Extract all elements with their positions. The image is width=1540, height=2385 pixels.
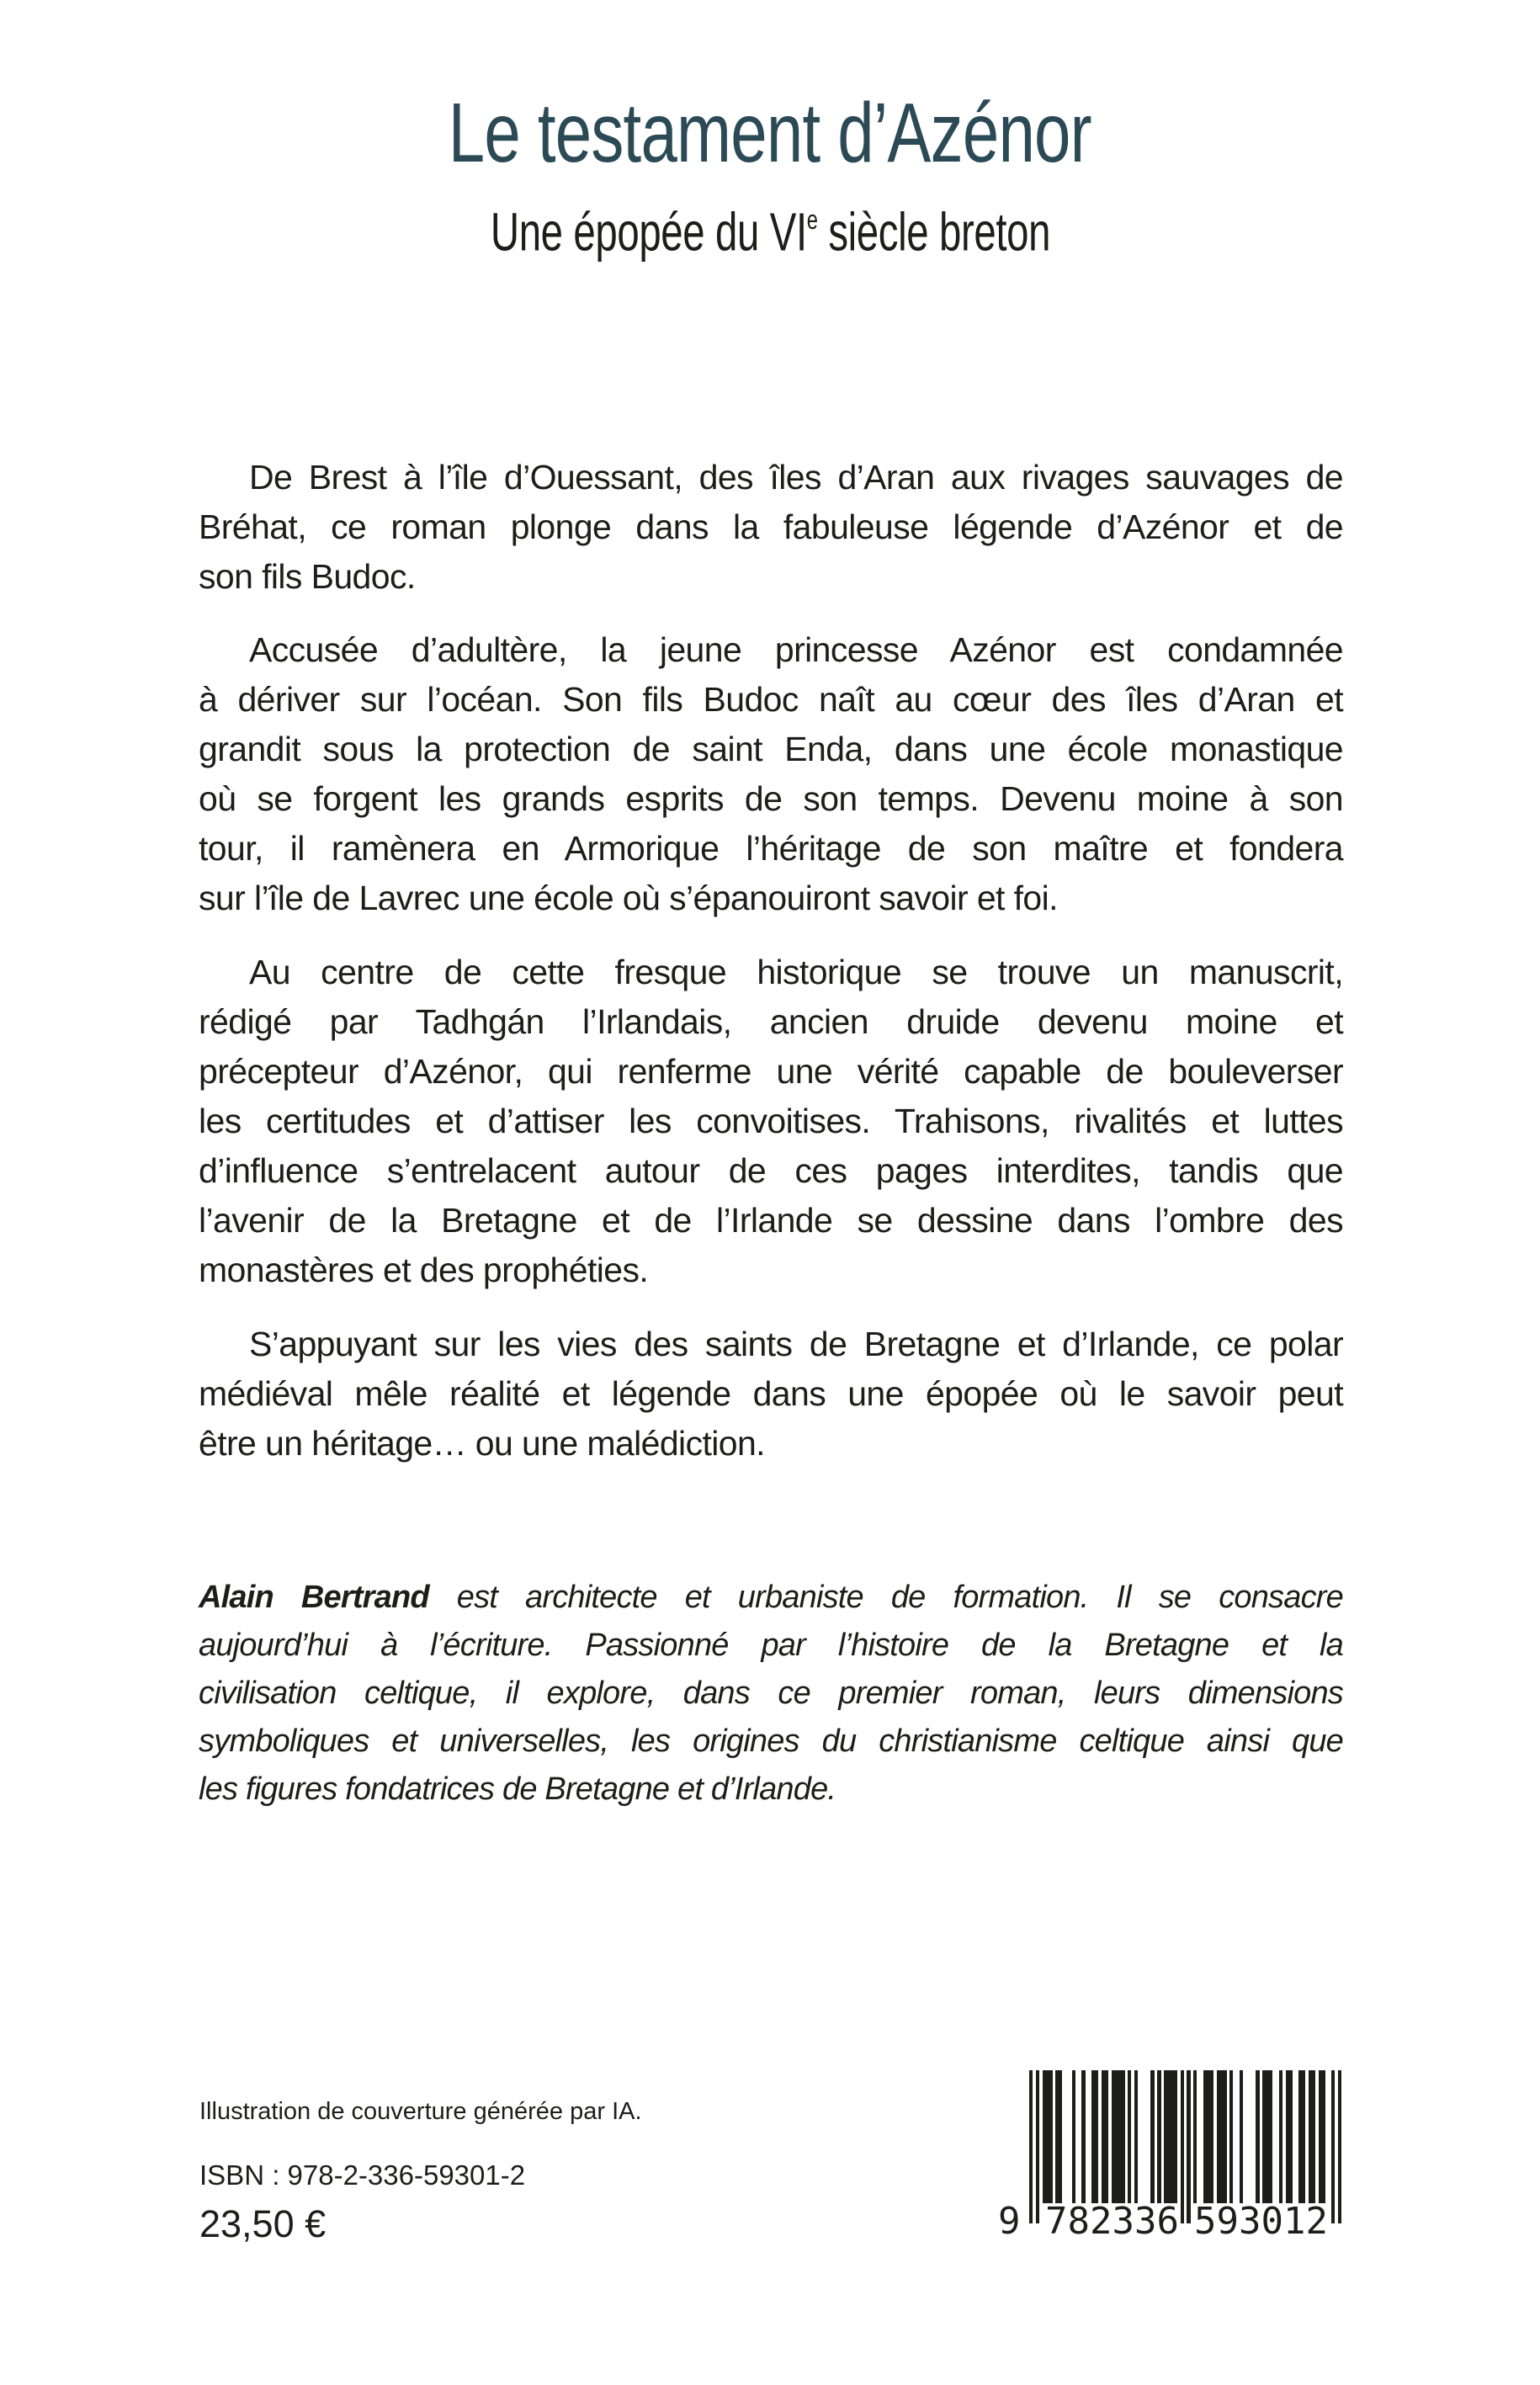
blurb-line: sur l’île de Lavrec une école où s’épanouiront savoir et foi. xyxy=(199,879,1058,917)
blurb-line: Bréhat, ce roman plonge dans la fabuleuse légende d’Azénor et de xyxy=(199,507,1343,546)
isbn-text: ISBN : 978-2-336-59301-2 xyxy=(199,2159,526,2191)
barcode-bar xyxy=(1036,2070,1039,2223)
subtitle-superscript: e xyxy=(806,205,818,235)
barcode-first-digit: 9 xyxy=(998,2200,1021,2243)
barcode-bar xyxy=(1081,2070,1085,2203)
barcode-bar xyxy=(1187,2070,1190,2223)
barcode-bar xyxy=(1157,2070,1160,2203)
barcode-bar xyxy=(1150,2070,1154,2203)
barcode-bar xyxy=(1223,2070,1226,2203)
subtitle-text-before: Une épopée du VI xyxy=(490,201,807,263)
barcode-bar xyxy=(1105,2070,1108,2203)
barcode-right-digits: 593012 xyxy=(1194,2200,1328,2243)
barcode-bar xyxy=(1256,2070,1259,2203)
barcode-bar xyxy=(1193,2070,1197,2203)
barcode-left-digits: 782336 xyxy=(1045,2200,1179,2243)
subtitle-block xyxy=(0,190,1540,262)
blurb-line: être un héritage… ou une malédiction. xyxy=(199,1424,765,1463)
author-name: Alain Bertrand xyxy=(199,1580,429,1615)
blurb-line: monastères et des prophéties. xyxy=(199,1251,649,1289)
subtitle-text-after: siècle breton xyxy=(817,201,1050,263)
blurb-line: d’influence s’entrelacent autour de ces pages interdites, tandis que xyxy=(199,1151,1343,1190)
barcode-bar xyxy=(1095,2070,1098,2203)
blurb-line: rédigé par Tadhgán l’Irlandais, ancien druide devenu moine et xyxy=(199,1002,1343,1041)
barcode-bar xyxy=(1059,2070,1062,2203)
bio-line: symboliques et universelles, les origines du christianisme celtique ainsi que xyxy=(199,1724,1343,1759)
price-text: 23,50 € xyxy=(199,2202,327,2245)
isbn-barcode xyxy=(998,2066,1351,2243)
blurb-paragraph-1 xyxy=(199,453,1343,602)
barcode-bar xyxy=(1128,2070,1131,2203)
barcode-bar xyxy=(1174,2070,1177,2203)
barcode-bar xyxy=(1134,2070,1138,2203)
blurb-line: Accusée d’adultère, la jeune princesse Azénor est condamnée xyxy=(249,630,1343,669)
blurb-line: médiéval mêle réalité et légende dans une épopée où le savoir peut xyxy=(199,1374,1343,1413)
blurb-paragraph-4 xyxy=(199,1320,1343,1469)
author-bio xyxy=(199,1574,1343,1814)
bio-line: civilisation celtique, il explore, dans ce premier roman, leurs dimensions xyxy=(199,1676,1343,1711)
title-block xyxy=(0,86,1540,180)
barcode-bar xyxy=(1302,2070,1305,2203)
book-title: Le testament d’Azénor xyxy=(448,86,1092,180)
blurb-line: l’avenir de la Bretagne et de l’Irlande se dessine dans l’ombre des xyxy=(199,1201,1343,1240)
blurb-line: Au centre de cette fresque historique se trouve un manuscrit, xyxy=(249,953,1343,991)
blurb-paragraph-3 xyxy=(199,948,1343,1295)
bio-line: aujourd’hui à l’écriture. Passionné par l’histoire de la Bretagne et la xyxy=(199,1628,1343,1663)
barcode-bar xyxy=(1029,2070,1033,2223)
barcode-bar xyxy=(1289,2070,1293,2203)
barcode-bar xyxy=(1331,2070,1335,2223)
blurb-line: où se forgent les grands esprits de son temps. Devenu moine à son xyxy=(199,779,1343,818)
bio-first-line-text: est architecte et urbaniste de formation. Il se consacre xyxy=(428,1580,1343,1615)
book-subtitle xyxy=(490,190,1049,262)
barcode-bar xyxy=(1279,2070,1282,2203)
blurb-line: précepteur d’Azénor, qui renferme une vérité capable de bouleverser xyxy=(199,1052,1343,1091)
blurb-line: les certitudes et d’attiser les convoitises. Trahisons, rivalités et luttes xyxy=(199,1102,1343,1140)
blurb-line: à dériver sur l’océan. Son fils Budoc naît au cœur des îles d’Aran et xyxy=(199,680,1343,719)
blurb-paragraph-2 xyxy=(199,625,1343,923)
barcode-bar xyxy=(1049,2070,1052,2203)
blurb-line: tour, il ramènera en Armorique l’héritage de son maître et fondera xyxy=(199,829,1343,868)
barcode-bar xyxy=(1210,2070,1213,2203)
bio-line xyxy=(199,1574,1343,1622)
barcode-bar xyxy=(1322,2070,1325,2203)
blurb-line: grandit sous la protection de saint Enda, dans une école monastique xyxy=(199,730,1343,768)
barcode-bar xyxy=(1312,2070,1315,2203)
barcode-bar xyxy=(1338,2070,1341,2223)
barcode-bar xyxy=(1229,2070,1233,2203)
blurb-line: De Brest à l’île d’Ouessant, des îles d’Aran aux rivages sauvages de xyxy=(249,458,1343,497)
blurb-line: son fils Budoc. xyxy=(199,557,416,596)
barcode-bar xyxy=(1240,2070,1243,2203)
blurb-line: S’appuyant sur les vies des saints de Bretagne et d’Irlande, ce polar xyxy=(249,1325,1343,1363)
bio-line: les figures fondatrices de Bretagne et d’Irlande. xyxy=(199,1771,836,1807)
barcode-bar xyxy=(1121,2070,1124,2203)
barcode-bar xyxy=(1072,2070,1075,2203)
barcode-bar xyxy=(1269,2070,1272,2203)
illustration-credit: Illustration de couverture générée par IA. xyxy=(199,2098,642,2125)
barcode-bar xyxy=(1181,2070,1184,2223)
